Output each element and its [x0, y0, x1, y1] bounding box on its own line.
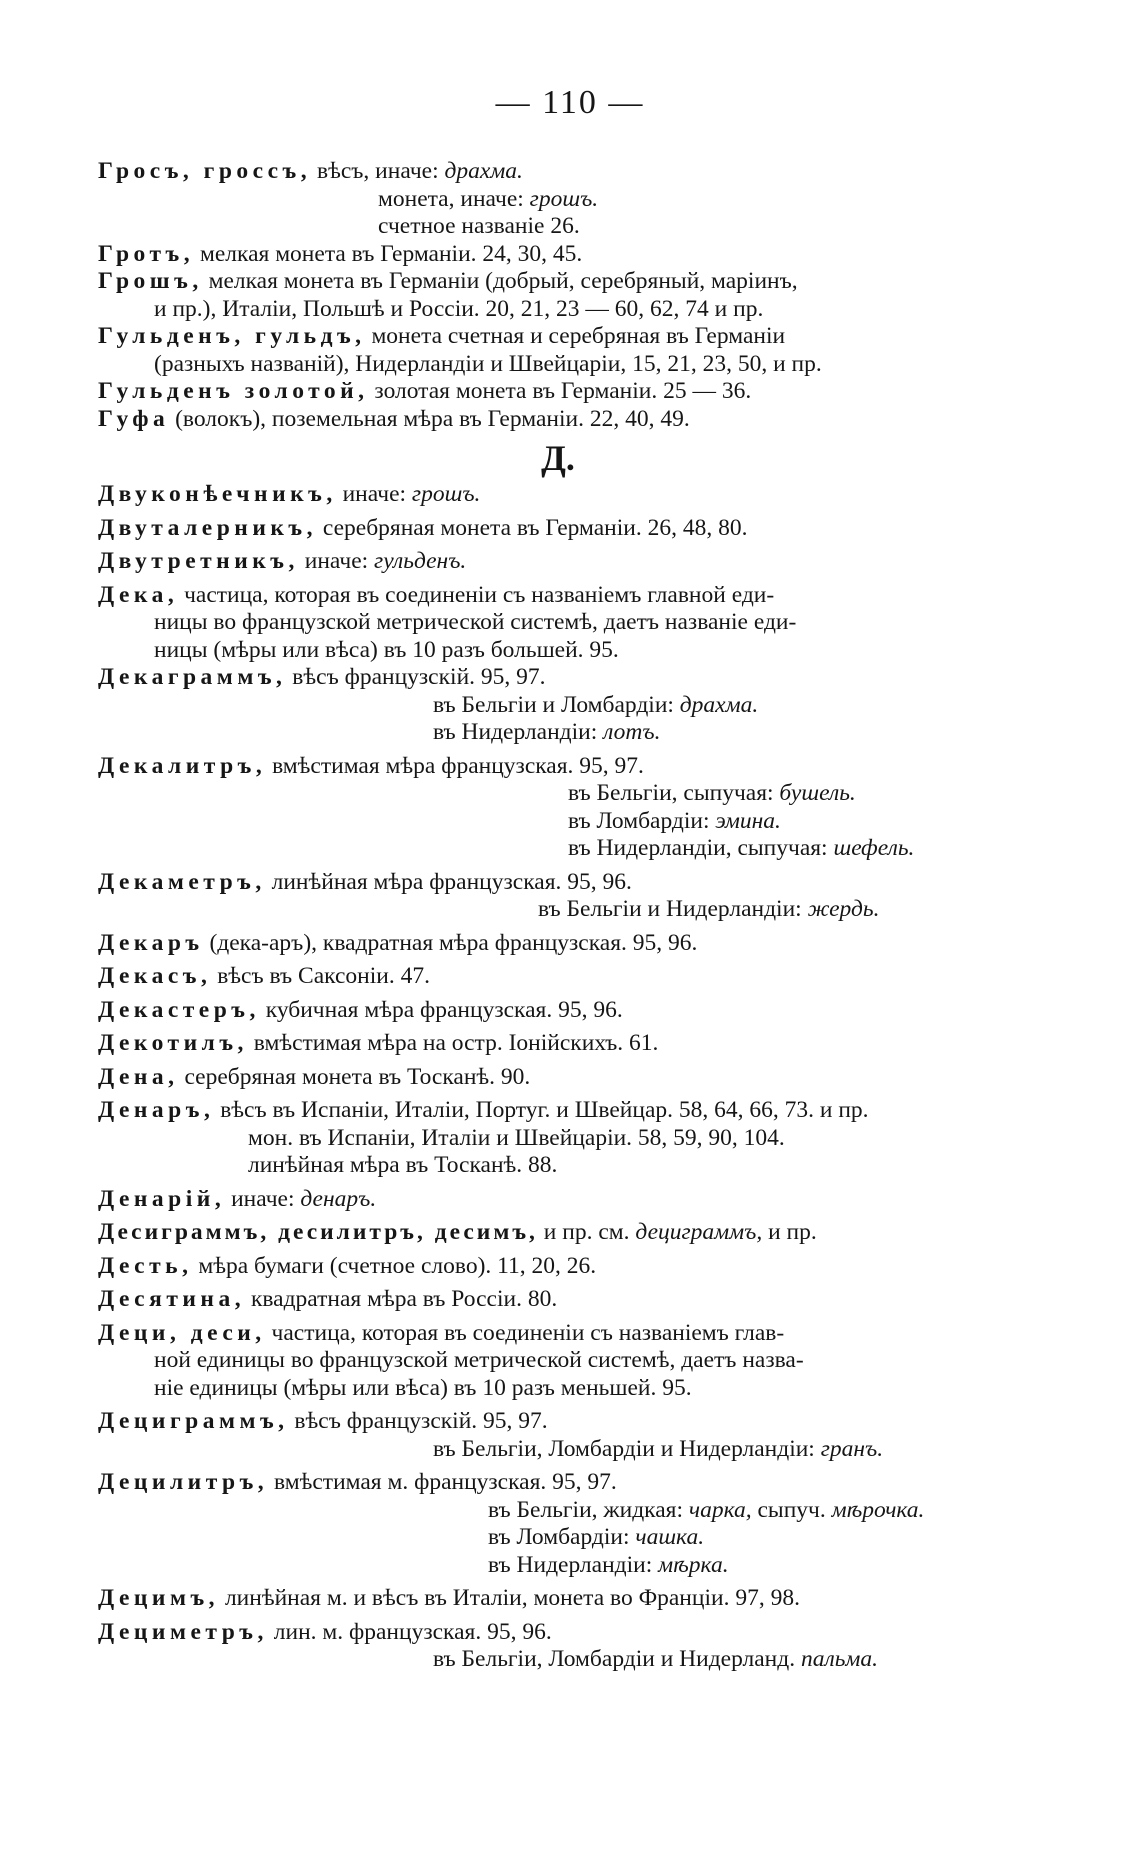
page-number: — 110 — — [495, 84, 645, 121]
entry-line: Декаметръ, линѣйная мѣра французская. 95, 96. — [98, 868, 632, 895]
entry-line: Двуталерникъ, серебряная монета въ Германіи. 26, 48, 80. — [98, 514, 748, 541]
headword: Дена, — [98, 1063, 179, 1090]
headword: Децимъ, — [98, 1585, 220, 1611]
headword: Гульденъ золотой, — [98, 378, 369, 404]
entry-line: Гульденъ золотой, золотая монета въ Германіи. 25 — 36. — [98, 378, 752, 404]
entry-line: Децилитръ, вмѣстимая м. французская. 95, 97. — [98, 1469, 617, 1495]
entry-line: Грошъ, мелкая монета въ Германіи (добрый, серебряный, маріинъ, — [98, 268, 798, 294]
headword: Грошъ, — [98, 268, 203, 294]
entry-line: Гротъ, мелкая монета въ Германіи. 24, 30, 45. — [98, 240, 583, 267]
entry-subline: монета, иначе: грошъ. — [378, 185, 599, 212]
entry-continuation: ніе единицы (мѣры или вѣса) въ 10 разъ меньшей. 95. — [154, 1374, 692, 1401]
headword: Двутретникъ, — [98, 548, 299, 574]
entry-line: Гульденъ, гульдъ, монета счетная и серебряная въ Германіи — [98, 323, 786, 349]
entry-subline: въ Нидерландіи: лотъ. — [433, 719, 661, 745]
entry-subline: въ Ломбардіи: чашка. — [488, 1524, 705, 1550]
headword: Декалитръ, — [98, 752, 267, 779]
entry-line: Дека, частица, которая въ соединеніи съ названіемъ главной еди- — [98, 581, 775, 608]
entry-line: Декотилъ, вмѣстимая мѣра на остр. Іонійскихъ. 61. — [98, 1030, 659, 1056]
entry-continuation: ницы во французской метрической системѣ, даетъ названіе еди- — [154, 609, 797, 635]
entry-subline: въ Нидерландіи, сыпучая: шефель. — [568, 835, 915, 861]
headword: Декаграммъ, — [98, 664, 287, 690]
entry-continuation: ной единицы во французской метрической системѣ, даетъ назва- — [154, 1347, 804, 1373]
entry-line: Гросъ, гроссъ, вѣсъ, иначе: драхма. — [98, 158, 523, 184]
headword: Двуконѣечникъ, — [98, 481, 337, 507]
entry-list — [98, 158, 1058, 1674]
entry-line: Денаръ, вѣсъ въ Испаніи, Италіи, Португ. и Швейцар. 58, 64, 66, 73. и пр. — [98, 1097, 869, 1123]
entry-continuation: ницы (мѣры или вѣса) въ 10 разъ большей. 95. — [154, 636, 619, 663]
headword: Децилитръ, — [98, 1469, 269, 1495]
headword: Двуталерникъ, — [98, 514, 317, 541]
headword: Дециграммъ, — [98, 1408, 289, 1434]
entry-subline: въ Бельгіи, сыпучая: бушель. — [568, 780, 856, 806]
headword: Дека, — [98, 581, 179, 608]
headword: Десятина, — [98, 1286, 246, 1312]
entry-line: Декасъ, вѣсъ въ Саксоніи. 47. — [98, 963, 430, 989]
headword: Деци, деси, — [98, 1319, 266, 1346]
entry-line: Декаръ (дека-аръ), квадратная мѣра французская. 95, 96. — [98, 929, 698, 956]
entry-line: Десиграммъ, десилитръ, десимъ, и пр. см. дециграммъ, и пр. — [98, 1219, 817, 1245]
entry-subline: въ Бельгіи, жидкая: чарка, сыпуч. мѣрочка. — [488, 1496, 925, 1523]
headword: Гульденъ, гульдъ, — [98, 323, 366, 349]
entry-continuation: мон. въ Испаніи, Италіи и Швейцаріи. 58, 59, 90, 104. — [248, 1124, 785, 1151]
entry-line: Декаграммъ, вѣсъ французскій. 95, 97. — [98, 664, 546, 690]
entry-continuation: линѣйная мѣра въ Тосканѣ. 88. — [248, 1152, 558, 1178]
headword: Гуфа — [98, 405, 170, 432]
entry-line: Двутретникъ, иначе: гульденъ. — [98, 548, 467, 574]
headword: Гросъ, гроссъ, — [98, 158, 312, 184]
entry-line: Гуфа (волокъ), поземельная мѣра въ Германіи. 22, 40, 49. — [98, 405, 690, 432]
entry-line: Децимъ, линѣйная м. и вѣсъ въ Италіи, монета во Франціи. 97, 98. — [98, 1585, 800, 1611]
entry-subline: въ Бельгіи и Нидерландіи: жердь. — [538, 896, 880, 922]
entry-subline: въ Ломбардіи: эмина. — [568, 807, 781, 834]
entry-subline: въ Нидерландіи: мѣрка. — [488, 1551, 729, 1578]
headword: Денаръ, — [98, 1097, 215, 1123]
headword: Гротъ, — [98, 240, 195, 267]
entry-line: Декалитръ, вмѣстимая мѣра французская. 95, 97. — [98, 752, 644, 779]
entry-line: Десятина, квадратная мѣра въ Россіи. 80. — [98, 1286, 558, 1312]
entry-subline: въ Бельгіи и Ломбардіи: драхма. — [433, 691, 759, 718]
headword: Дециметръ, — [98, 1618, 268, 1645]
entry-line: Деци, деси, частица, которая въ соединеніи съ названіемъ глав- — [98, 1319, 785, 1346]
headword: Декаръ — [98, 929, 204, 956]
headword: Десиграммъ, десилитръ, десимъ, — [98, 1219, 538, 1245]
headword: Декастеръ, — [98, 996, 260, 1023]
headword: Декаметръ, — [98, 868, 266, 895]
entry-subline: въ Бельгіи, Ломбардіи и Нидерланд. пальма. — [433, 1646, 879, 1672]
entry-line: Дециметръ, лин. м. французская. 95, 96. — [98, 1618, 552, 1645]
entry-continuation: и пр.), Италіи, Польшѣ и Россіи. 20, 21, 23 — 60, 62, 74 и пр. — [154, 295, 764, 322]
entry-line: Десть, мѣра бумаги (счетное слово). 11, 20, 26. — [98, 1252, 597, 1279]
entry-line: Двуконѣечникъ, иначе: грошъ. — [98, 481, 481, 507]
section-letter: Д. — [541, 438, 575, 478]
entry-subline: въ Бельгіи, Ломбардіи и Нидерландіи: гранъ. — [433, 1435, 884, 1462]
headword: Декотилъ, — [98, 1030, 248, 1056]
entry-line: Денарій, иначе: денаръ. — [98, 1185, 377, 1212]
entry-line: Дециграммъ, вѣсъ французскій. 95, 97. — [98, 1408, 548, 1434]
entry-continuation: (разныхъ названій), Нидерландіи и Швейцаріи, 15, 21, 23, 50, и пр. — [154, 350, 822, 377]
entry-line: Декастеръ, кубичная мѣра французская. 95, 96. — [98, 996, 623, 1023]
headword: Денарій, — [98, 1185, 226, 1212]
entry-subline: счетное названіе 26. — [378, 213, 580, 239]
headword: Декасъ, — [98, 963, 212, 989]
headword: Десть, — [98, 1252, 193, 1279]
entry-line: Дена, серебряная монета въ Тосканѣ. 90. — [98, 1063, 531, 1090]
